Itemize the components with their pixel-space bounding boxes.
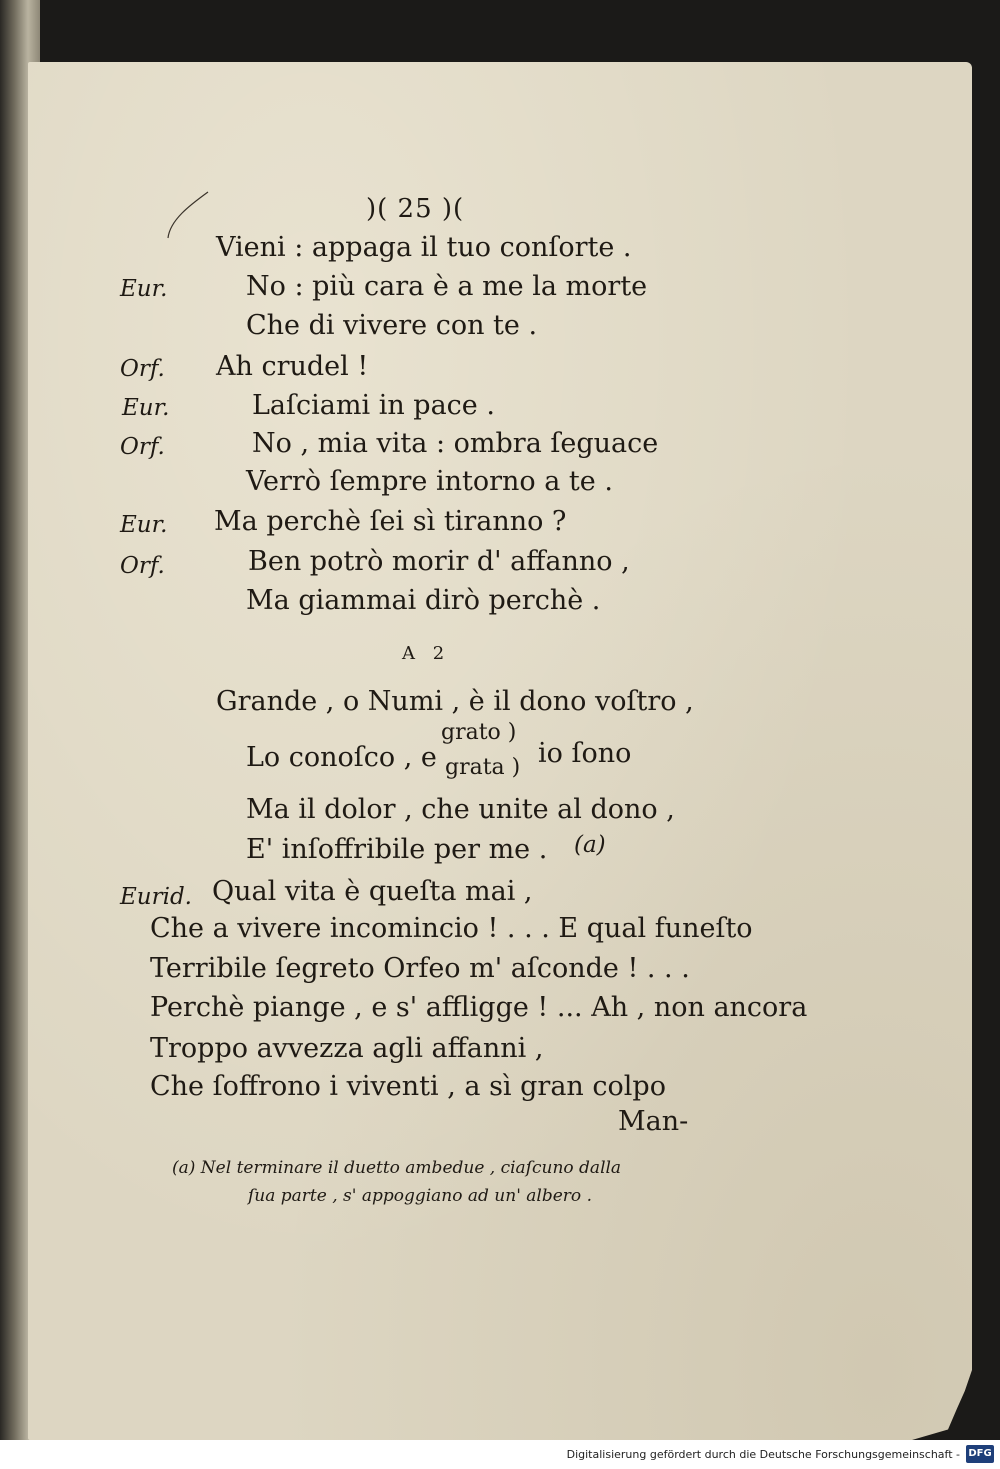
verse-line: Verrò ſempre intorno a te . <box>246 466 613 497</box>
dfg-logo-icon: DFG <box>966 1445 994 1463</box>
duet-line: Lo conoſco , e <box>246 742 437 773</box>
funding-credit: Digitalisierung gefördert durch die Deutsche Forschungsgemeinschaft - <box>566 1448 960 1461</box>
footnote-line: ſua parte , s' appoggiano ad un' albero . <box>248 1186 592 1206</box>
speaker-label: Eur. <box>122 395 170 421</box>
alternate-word-top: grato ) <box>441 720 517 745</box>
verse-line: Ah crudel ! <box>216 351 369 382</box>
book-page <box>28 62 972 1440</box>
duet-line: io ſono <box>538 738 632 769</box>
recit-line: Che a vivere incomincio ! . . . E qual funeſto <box>150 913 753 944</box>
recit-line: Perchè piange , e s' affligge ! ... Ah , non ancora <box>150 992 808 1023</box>
verse-line: Ma perchè ſei sì tiranno ? <box>214 506 567 537</box>
verse-line: No : più cara è a me la morte <box>246 271 648 302</box>
recit-line: Qual vita è queſta mai , <box>212 876 533 907</box>
speaker-label: Orf. <box>120 356 165 382</box>
recit-line: Terribile ſegreto Orfeo m' aſconde ! . . . <box>150 953 690 984</box>
speaker-label: Eurid. <box>120 884 192 910</box>
page-number: )( 25 )( <box>366 194 465 224</box>
verse-line: Che di vivere con te . <box>246 310 538 341</box>
recit-line: Troppo avvezza agli affanni , <box>150 1033 544 1064</box>
duet-line: Ma il dolor , che unite al dono , <box>246 794 675 825</box>
footnote-line: (a) Nel terminare il duetto ambedue , ciaſcuno dalla <box>172 1158 622 1178</box>
duet-line: Grande , o Numi , è il dono voſtro , <box>216 686 694 717</box>
alternate-word-bottom: grata ) <box>445 755 521 780</box>
catchword: Man- <box>618 1106 689 1137</box>
speaker-label: Orf. <box>120 434 165 460</box>
speaker-label: Eur. <box>120 276 168 302</box>
footnote-ref: (a) <box>574 832 606 858</box>
verse-line: Laſciami in pace . <box>252 390 495 421</box>
verse-line: No , mia vita : ombra ſeguace <box>252 428 659 459</box>
a2-heading: A 2 <box>402 643 451 664</box>
verse-line: Ma giammai dirò perchè . <box>246 585 601 616</box>
duet-line: E' inſoffribile per me . <box>246 834 548 865</box>
recit-line: Che ſoffrono i viventi , a sì gran colpo <box>150 1071 666 1102</box>
speaker-label: Eur. <box>120 512 168 538</box>
footer-bar <box>0 1440 1000 1469</box>
speaker-label: Orf. <box>120 553 165 579</box>
verse-line: Vieni : appaga il tuo conſorte . <box>216 232 632 263</box>
verse-line: Ben potrò morir d' affanno , <box>248 546 630 577</box>
pencil-mark <box>150 190 210 250</box>
